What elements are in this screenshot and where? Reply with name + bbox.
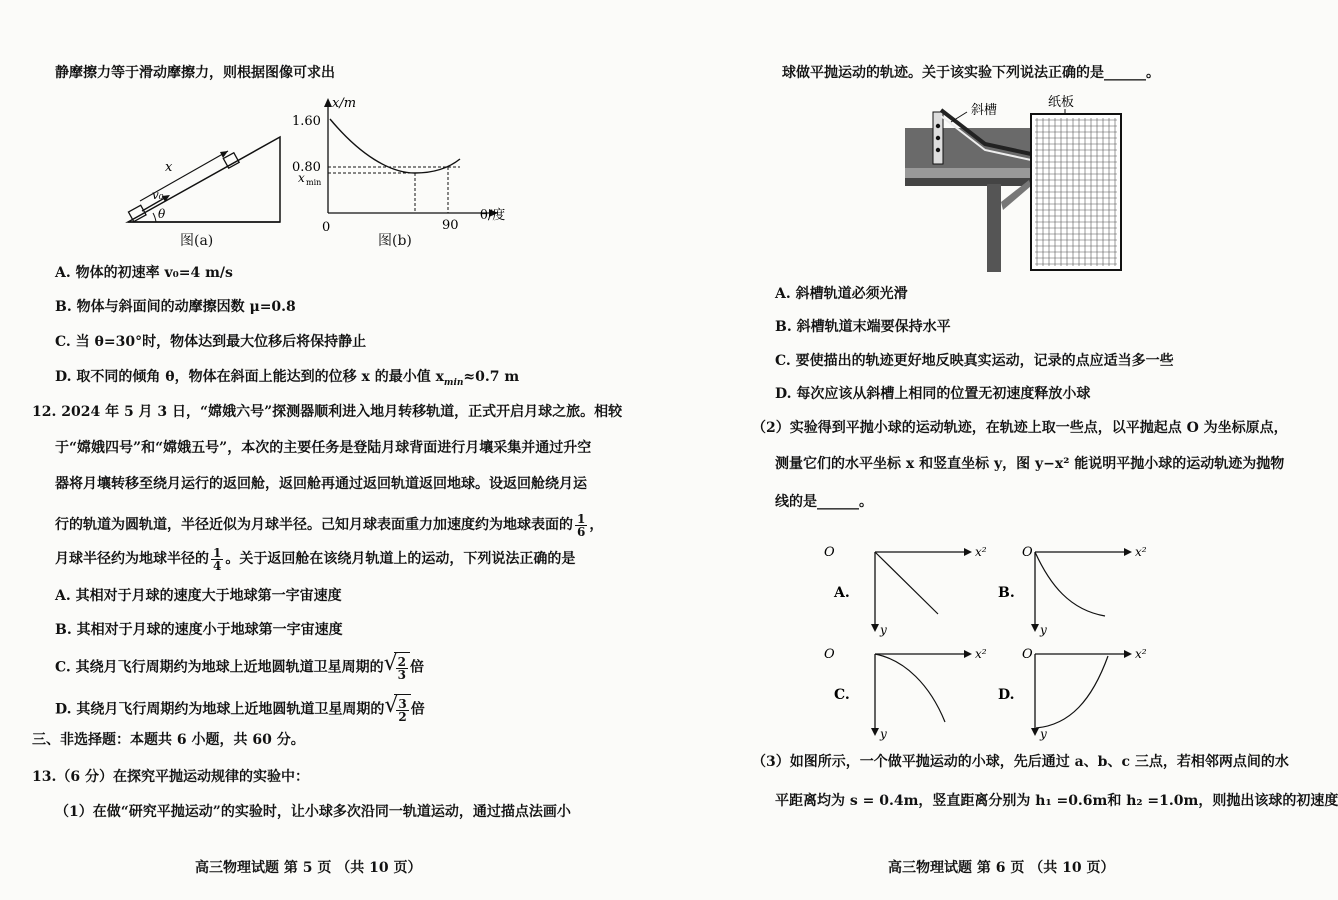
fig-b-tick-90: 90 <box>442 218 459 233</box>
graph-d-ylabel: y <box>1040 727 1047 741</box>
graph-b-label: B. <box>998 585 1015 601</box>
q13-title: 13.（6 分）在探究平抛运动规律的实验中： <box>32 769 309 785</box>
graph-c <box>824 647 987 741</box>
q13-part-2-line-1: （2）实验得到平抛小球的运动轨迹，在轨迹上取一些点，以平抛起点 O 为坐标原点， <box>752 420 1288 436</box>
fig-a-theta-label: θ <box>158 207 166 221</box>
graph-b-ylabel: y <box>1040 623 1047 637</box>
fraction-one-quarter: $\frac{1}{4}$ <box>213 545 222 573</box>
q12-line-2: 于“嫦娥四号”和“嫦娥五号”，本次的主要任务是登陆月球背面进行月壤采集并通过升空 <box>55 440 592 456</box>
fig-a-x-label: x <box>165 160 173 175</box>
fig-b-xlabel: θ/度 <box>480 208 506 223</box>
label-slot: 斜槽 <box>971 103 998 118</box>
left-page <box>0 0 640 900</box>
graph-d-xlabel: x² <box>1135 647 1147 661</box>
graph-b-origin: O <box>1022 545 1033 560</box>
graph-a <box>824 545 987 637</box>
fraction-one-sixth: $\frac{1}{6}$ <box>577 511 586 539</box>
q13-part-2-line-2: 测量它们的水平坐标 x 和竖直坐标 y，图 y−x² 能说明平抛小球的运动轨迹为抛物 <box>775 456 1285 472</box>
sqrt-two-thirds: √ $\frac{2}{3}$ <box>384 652 410 683</box>
q11-option-a: A. 物体的初速率 v₀=4 m/s <box>55 265 233 281</box>
q13-option-c: C. 要使描出的轨迹更好地反映真实运动，记录的点应适当多一些 <box>775 353 1174 369</box>
q13-part-2-line-3: 线的是______。 <box>775 494 873 510</box>
graph-d <box>998 647 1147 741</box>
graphs-abcd <box>824 540 1170 745</box>
q13-continuation: 球做平抛运动的轨迹。关于该实验下列说法正确的是______。 <box>782 65 1160 81</box>
graph-a-xlabel: x² <box>975 545 987 559</box>
graph-d-label: D. <box>998 687 1015 703</box>
q11-option-c: C. 当 θ=30°时，物体达到最大位移后将保持静止 <box>55 334 367 350</box>
section-3-heading: 三、非选择题：本题共 6 小题，共 60 分。 <box>32 732 305 748</box>
q13-option-a: A. 斜槽轨道必须光滑 <box>775 286 908 302</box>
fig-b-origin: 0 <box>322 220 331 235</box>
q13-part-1: （1）在做“研究平抛运动”的实验时，让小球多次沿同一轨道运动，通过描点法画小 <box>55 804 571 820</box>
q12-option-b: B. 其相对于月球的速度小于地球第一宇宙速度 <box>55 622 343 638</box>
right-footer: 高三物理试题 第 6 页 （共 10 页） <box>888 860 1115 876</box>
graph-c-origin: O <box>824 647 835 662</box>
left-footer: 高三物理试题 第 5 页 （共 10 页） <box>195 860 422 876</box>
q12-option-a: A. 其相对于月球的速度大于地球第一宇宙速度 <box>55 588 342 604</box>
fig-b-xmin: x <box>298 171 305 185</box>
graph-c-label: C. <box>834 687 850 703</box>
fig-a-caption: 图(a) <box>180 233 214 249</box>
q12-line-4: 行的轨道为圆轨道，半径近似为月球半径。己知月球表面重力加速度约为地球表面的 $\frac{1}{6}$ ， <box>55 511 604 539</box>
graph-a-origin: O <box>824 545 835 560</box>
figure-b-graph <box>290 95 520 235</box>
figure-a-incline <box>120 125 290 225</box>
fig-b-tick-160: 1.60 <box>292 114 321 129</box>
sqrt-three-halves: √ $\frac{3}{2}$ <box>384 694 410 725</box>
q11-option-b: B. 物体与斜面间的动摩擦因数 μ=0.8 <box>55 299 296 315</box>
graph-b <box>998 545 1147 637</box>
fig-a-v0-label: v₀ <box>152 188 164 202</box>
apparatus-illustration <box>905 92 1135 274</box>
q12-option-d: D. 其绕月飞行周期约为地球上近地圆轨道卫星周期的 √ $\frac{3}{2}$ 倍 <box>55 693 425 724</box>
label-board: 纸板 <box>1048 95 1075 110</box>
q12-line-1: 12. 2024 年 5 月 3 日，“嫦娥六号”探测器顺利进入地月转移轨道，正式开启月球之旅。相较 <box>32 404 623 420</box>
graph-c-ylabel: y <box>880 727 887 741</box>
q13-option-d: D. 每次应该从斜槽上相同的位置无初速度释放小球 <box>775 386 1091 402</box>
fig-b-xmin-sub: min <box>306 178 322 187</box>
fig-b-tick-080: 0.80 <box>292 160 321 175</box>
q12-line-5: 月球半径约为地球半径的 $\frac{1}{4}$ 。关于返回舱在该绕月轨道上的运动，下列说法正确的是 <box>55 545 576 573</box>
graph-a-ylabel: y <box>880 623 887 637</box>
q13-part-3-line-2: 平距离均为 s = 0.4m，竖直距离分别为 h₁ =0.6m和 h₂ =1.0m，则抛出该球的初速度 <box>775 793 1338 809</box>
right-page <box>660 0 1338 900</box>
fig-b-caption: 图(b) <box>378 233 412 249</box>
q13-part-3-line-1: （3）如图所示，一个做平抛运动的小球，先后通过 a、b、c 三点，若相邻两点间的水 <box>752 754 1289 770</box>
graph-c-xlabel: x² <box>975 647 987 661</box>
q12-option-c: C. 其绕月飞行周期约为地球上近地圆轨道卫星周期的 √ $\frac{2}{3}$ 倍 <box>55 651 425 682</box>
intro-line: 静摩擦力等于滑动摩擦力，则根据图像可求出 <box>55 65 335 81</box>
q11-option-d: D. 取不同的倾角 θ，物体在斜面上能达到的位移 x 的最小值 $x_{min}\approx 0.7$ m <box>55 369 520 388</box>
q12-line-3: 器将月壤转移至绕月运行的返回舱，返回舱再通过返回轨道返回地球。设返回舱绕月运 <box>55 476 587 492</box>
q13-option-b: B. 斜槽轨道末端要保持水平 <box>775 319 951 335</box>
fig-b-ylabel: x/m <box>332 96 357 111</box>
graph-b-xlabel: x² <box>1135 545 1147 559</box>
graph-a-label: A. <box>834 585 850 601</box>
graph-d-origin: O <box>1022 647 1033 662</box>
